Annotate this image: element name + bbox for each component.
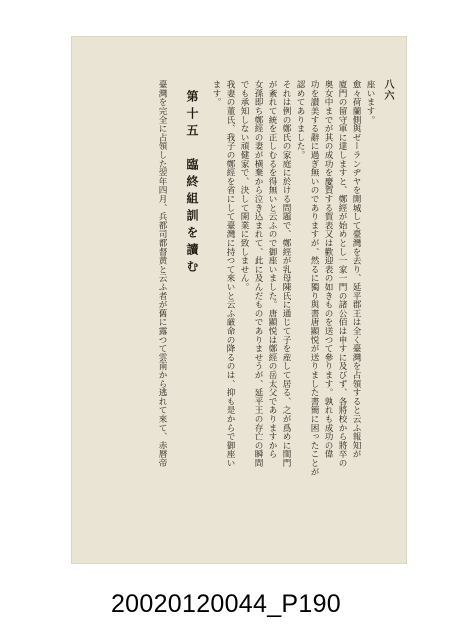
text-column: 座います。 <box>365 80 375 124</box>
text-column: 奥女中までが其の成功を慶賀する賀表又は歡迎表の如きものを送つて參ります。孰れも成功の偉 <box>323 80 333 459</box>
text-column: 愈々荷蘭側與ゼーランヂヤを開城して臺灣を去り、延平郡王は全く臺灣を占領すると云ふ報知が <box>351 80 361 459</box>
text-column: 功を讃美する辭に過ぎ無いのでありますが、然るに獨り與書唐顯悦が送りました書簡に困ったことが <box>309 80 319 476</box>
page-number: 八六 <box>382 79 393 101</box>
text-column: でも承知しない頑健家で、決して開業に致しません。 <box>239 80 249 292</box>
text-column: が紊れて統を正しむるを得無いと云ふので御座いました。唐顯悦は鄭經の岳太父でありますから <box>267 80 277 459</box>
text-column: それは例の鄭氏の家庭に於ける問題で、鄭經が乳母陳氏に通じて子を産して居る、之が爲めに閨門 <box>281 80 291 468</box>
text-column: 認めてありました。 <box>295 80 305 160</box>
text-column: 臺灣を完全に占領した翌年四月、兵都司都督黄と云ふ者が舊に露つて雲南から逃れて來て、赤暦帝 <box>157 80 167 468</box>
book-page <box>71 36 407 564</box>
vertical-text-block <box>85 80 375 520</box>
text-column: ます。 <box>211 80 221 107</box>
image-caption: 20020120044_P190 <box>110 590 342 618</box>
text-column: 我妻の董氏、我子の鄭經を省にして臺灣に持つて來いと云ふ厳命の降るのは、抑も是からで御座い <box>225 80 235 468</box>
section-heading: 第十五 臨終組訓を讀む <box>185 90 199 277</box>
text-column: 廈門の留守軍に達しますと、鄭經が始めとし一家一門の諸公佰は申すに及びず、各將校から將卒の <box>337 80 347 468</box>
text-column: 女孫即ち鄭經の妻が横棄から泣き込まれて、此に及んだものでありませうが、延平王の存亡の瞬間 <box>253 80 263 468</box>
